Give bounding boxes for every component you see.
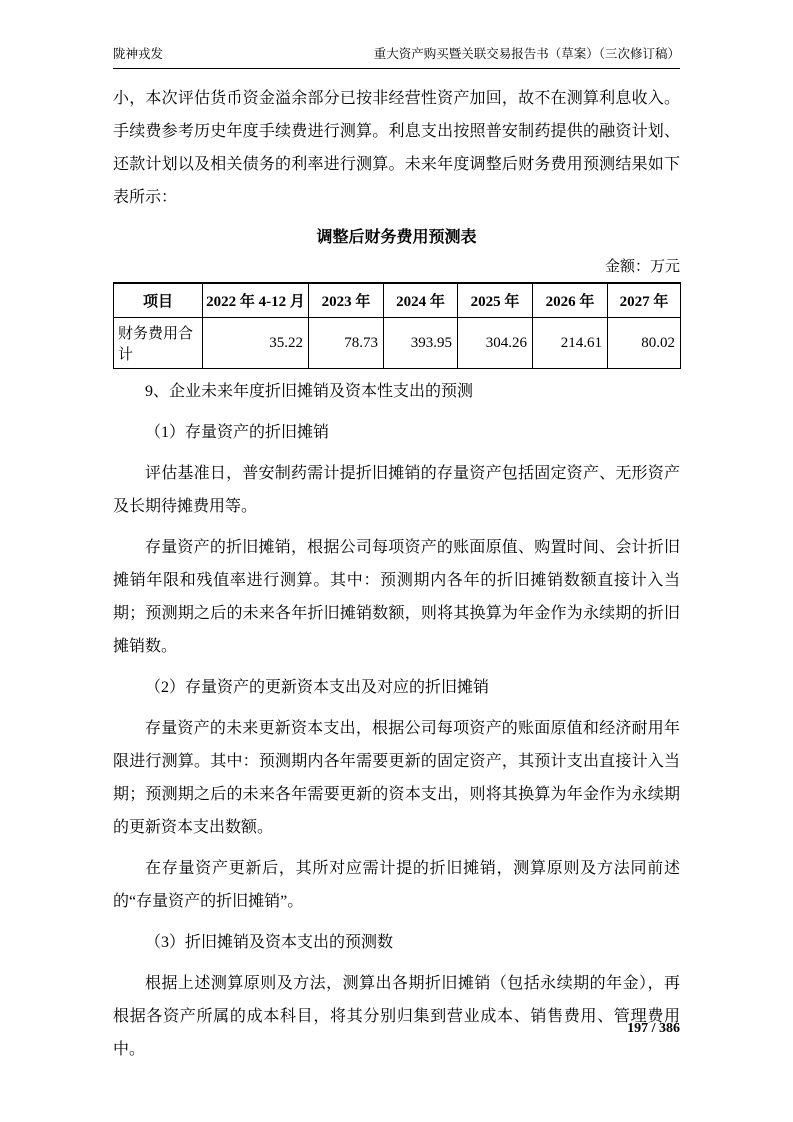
header-right-title: 重大资产购买暨关联交易报告书（草案）（三次修订稿） — [373, 47, 680, 61]
paragraph-intro: 小，本次评估货币资金溢余部分已按非经营性资产加回，故不在测算利息收入。手续费参考历史年度手续费进行测算。利息支出按照普安制药提供的融资计划、还款计划以及相关债务的利率进行测算。未来年度调整后财务费用预测结果如下表所示： — [113, 90, 680, 206]
header-left-title: 陇神戎发 — [113, 47, 164, 61]
table-header-2023: 2023 年 — [309, 283, 384, 318]
table-cell-value: 304.26 — [458, 318, 533, 369]
paragraph-1: 评估基准日，普安制药需计提折旧摊销的存量资产包括固定资产、无形资产及长期待摊费用等。 — [113, 465, 680, 515]
table-unit-label: 金额：万元 — [604, 259, 680, 275]
subsection-3-heading: （3）折旧摊销及资本支出的预测数 — [145, 934, 394, 951]
paragraph-5: 根据上述测算原则及方法，测算出各期折旧摊销（包括永续期的年金），再根据各资产所属的成本科目，将其分别归集到营业成本、销售费用、管理费用中。 — [113, 975, 680, 1058]
table-cell-value: 80.02 — [608, 318, 681, 369]
table-cell-value: 35.22 — [203, 318, 309, 369]
table-cell-label: 财务费用合计 — [114, 318, 203, 369]
paragraph-4: 在存量资产更新后，其所对应需计提的折旧摊销，测算原则及方法同前述的“存量资产的折旧摊销”。 — [113, 860, 680, 910]
paragraph-3: 存量资产的未来更新资本支出，根据公司每项资产的账面原值和经济耐用年限进行测算。其中：预测期内各年需要更新的固定资产，其预计支出直接计入当期；预测期之后的未来各年需要更新的资本支出，则将其换算为年金作为永续期的更新资本支出数额。 — [113, 720, 680, 836]
adjusted-finance-expense-table — [113, 282, 681, 369]
table-header-2026: 2026 年 — [533, 283, 608, 318]
subsection-2-heading: （2）存量资产的更新资本支出及对应的折旧摊销 — [145, 679, 490, 696]
table-cell-value: 78.73 — [309, 318, 384, 369]
table-header-2024: 2024 年 — [384, 283, 458, 318]
section-9-heading: 9、企业未来年度折旧摊销及资本性支出的预测 — [145, 383, 474, 400]
table-header-2022: 2022 年 4-12 月 — [203, 283, 309, 318]
table-title: 调整后财务费用预测表 — [316, 229, 477, 246]
table-header-item: 项目 — [114, 283, 203, 318]
table-header-2025: 2025 年 — [458, 283, 533, 318]
subsection-1-heading: （1）存量资产的折旧摊销 — [145, 424, 330, 441]
table-row — [114, 318, 681, 369]
page-header — [113, 44, 680, 69]
page-number: 197 / 386 — [627, 1021, 680, 1036]
paragraph-2: 存量资产的折旧摊销，根据公司每项资产的账面原值、购置时间、会计折旧摊销年限和残值率进行测算。其中：预测期内各年的折旧摊销数额直接计入当期；预测期之后的未来各年折旧摊销数额，则将其换算为年金作为永续期的折旧摊销数。 — [113, 539, 680, 655]
table-cell-value: 393.95 — [384, 318, 458, 369]
table-header-2027: 2027 年 — [608, 283, 681, 318]
page-content — [113, 82, 680, 1066]
table-header-row — [114, 283, 681, 318]
table-cell-value: 214.61 — [533, 318, 608, 369]
